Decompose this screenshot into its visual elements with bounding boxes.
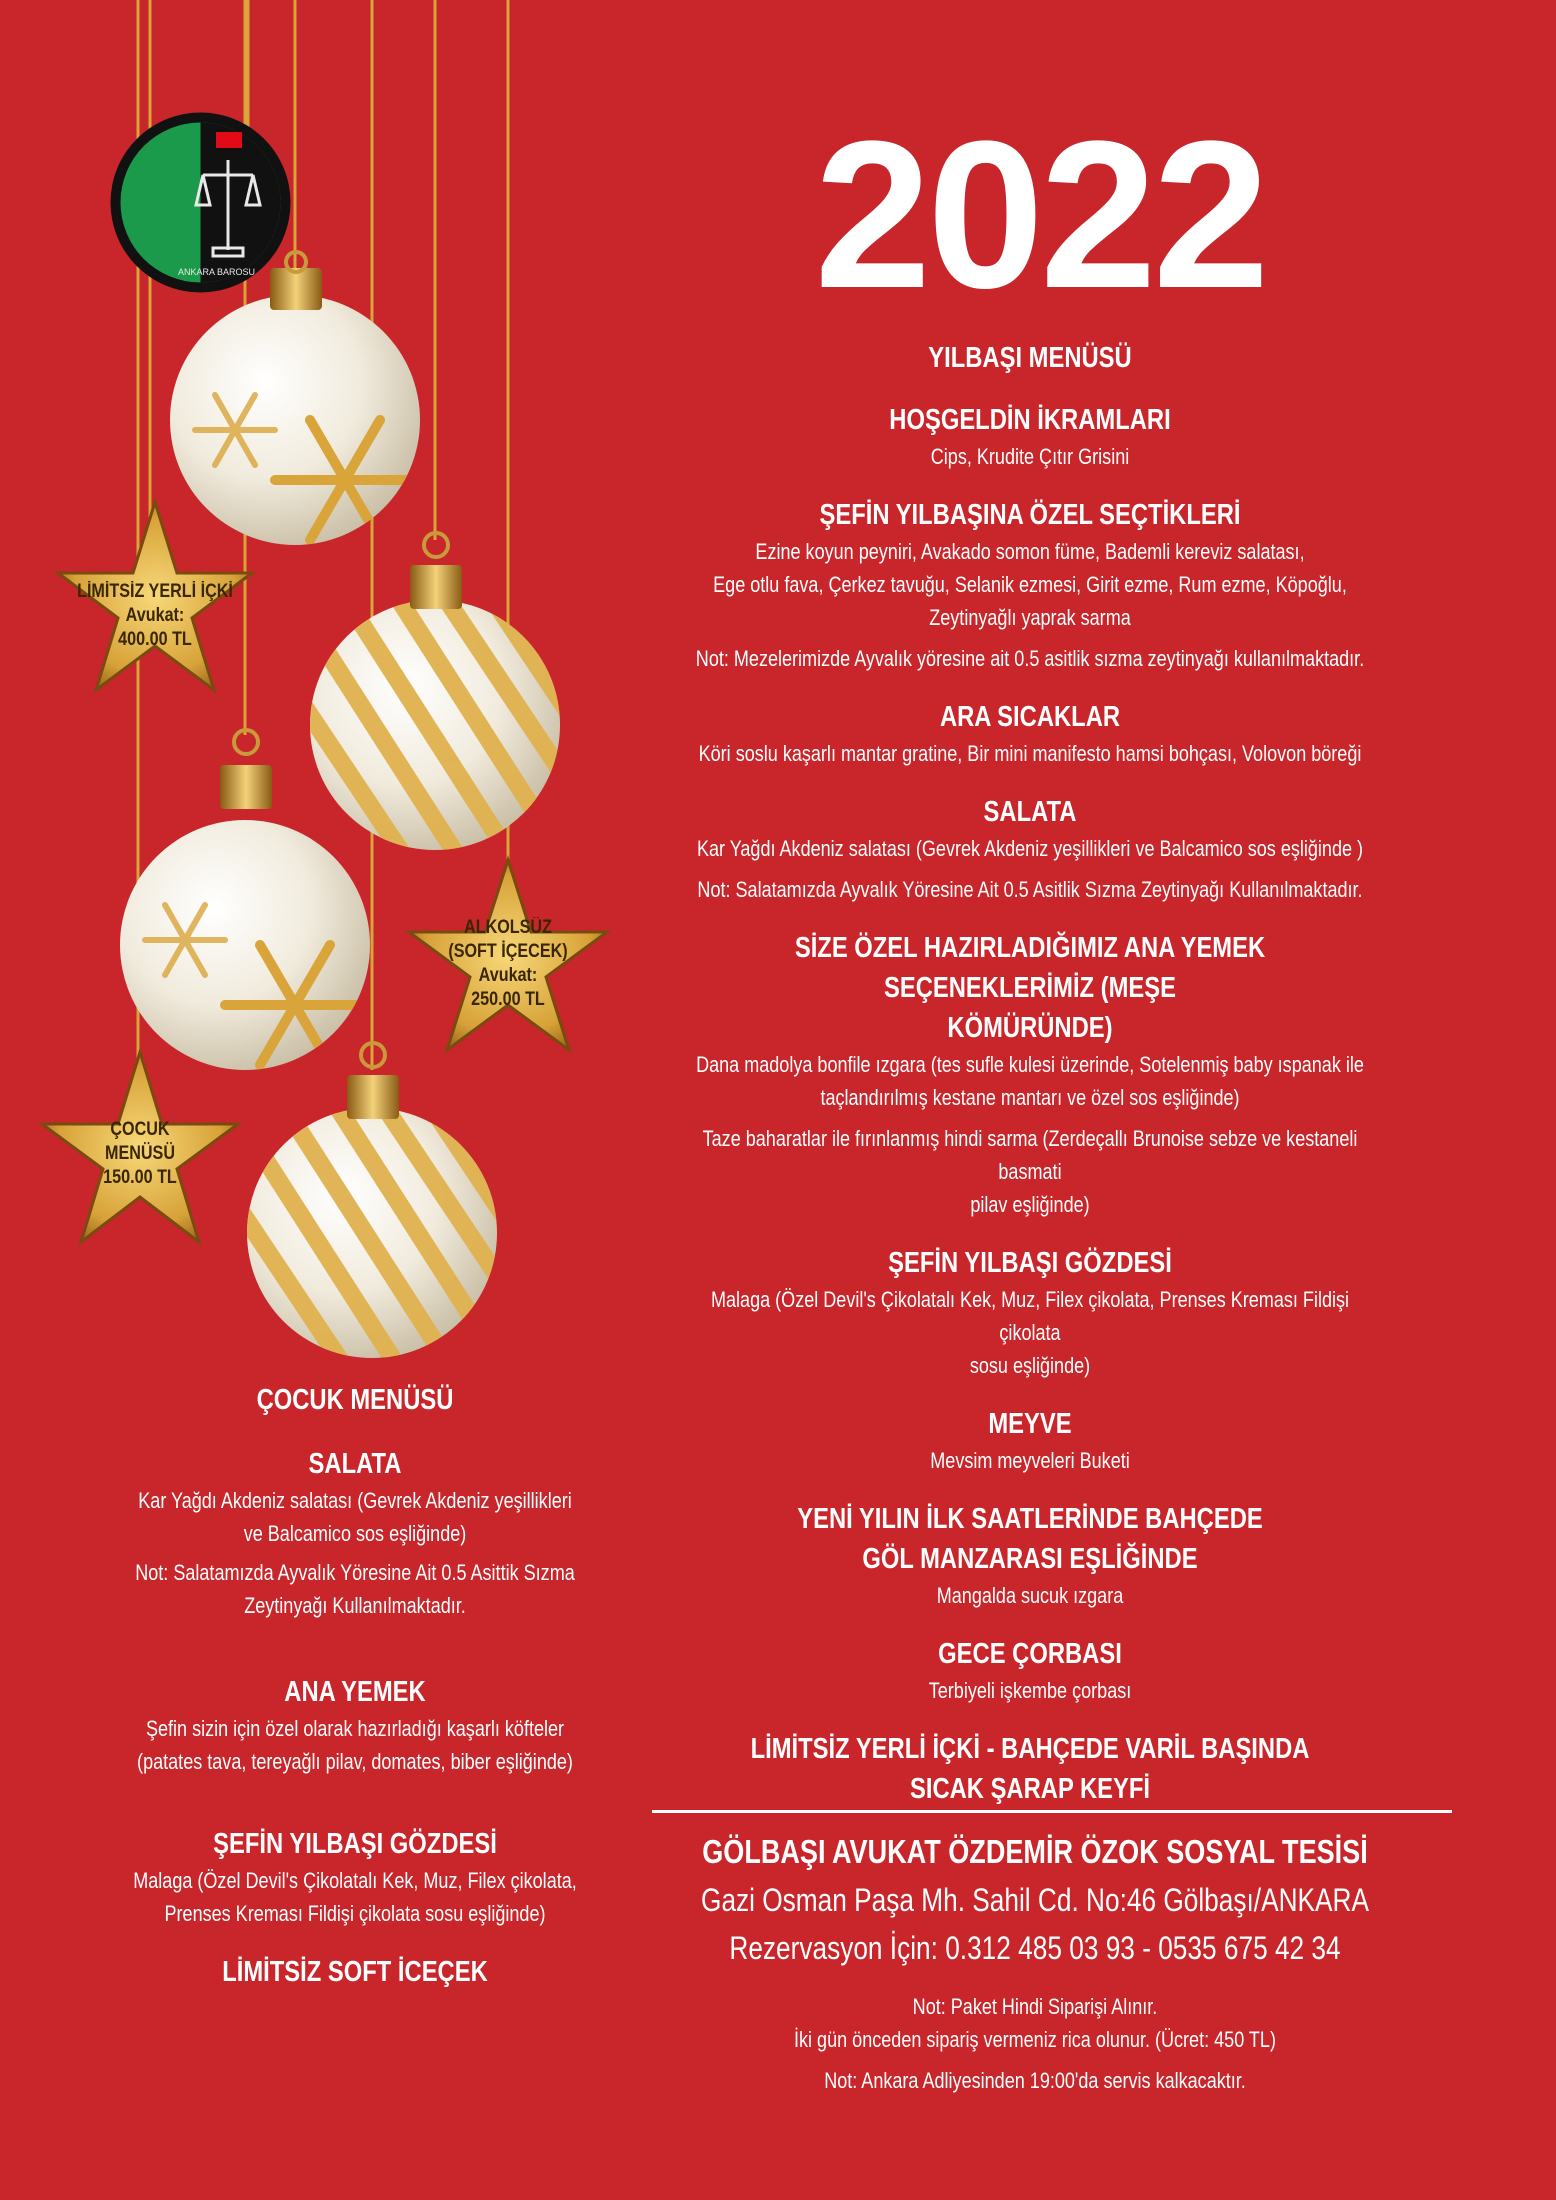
menu-note: Zeytinyağı Kullanılmaktadır. [244, 1593, 466, 1618]
reservation-phone: Rezervasyon İçin: 0.312 485 03 93 - 0535 675 42 34 [729, 1930, 1341, 1966]
year-title: 2022 [814, 97, 1266, 332]
section-heading-garden: YENİ YILIN İLK SAATLERİNDE BAHÇEDE [797, 1503, 1263, 1535]
kids-section-heading-drinks: LİMİTSİZ SOFT İCEÇEK [222, 1956, 488, 1988]
section-heading-garden-cont: GÖL MANZARASI EŞLİĞİNDE [862, 1543, 1198, 1575]
menu-item: Köri soslu kaşarlı mantar gratine, Bir mini manifesto hamsi bohçası, Volovon böreği [698, 741, 1362, 766]
menu-item: Ezine koyun peyniri, Avakado somon füme, Bademli kereviz salatası, [755, 539, 1305, 564]
footer-note: Not: Ankara Adliyesinden 19:00'da servis kalkacaktır. [824, 2068, 1246, 2093]
footer-note: Not: Paket Hindi Siparişi Alınır. [912, 1994, 1158, 2019]
section-heading-chef-select: ŞEFİN YILBAŞINA ÖZEL SEÇTİKLERİ [819, 499, 1241, 531]
menu-note: Not: Salatamızda Ayvalık Yöresine Ait 0.5 Asitlik Sızma Zeytinyağı Kullanılmaktadır. [697, 877, 1363, 902]
menu-item: Terbiyeli işkembe çorbası [928, 1678, 1132, 1703]
section-heading-main-course: SİZE ÖZEL HAZIRLADIĞIMIZ ANA YEMEK SEÇENEKLERİMİZ (MEŞE [794, 932, 1266, 1004]
section-heading-welcome: HOŞGELDİN İKRAMLARI [889, 404, 1171, 436]
menu-item: Prenses Kreması Fildişi çikolata sosu eşliğinde) [164, 1901, 546, 1926]
christmas-ornaments-decoration [0, 0, 700, 1400]
menu-title: YILBAŞI MENÜSÜ [928, 342, 1132, 374]
section-heading-hot: ARA SICAKLAR [939, 701, 1121, 733]
menu-item: Cips, Krudite Çıtır Grisini [930, 444, 1130, 469]
menu-item: (patates tava, tereyağlı pilav, domates, biber eşliğinde) [137, 1749, 573, 1774]
menu-item: Kar Yağdı Akdeniz salatası (Gevrek Akdeniz yeşillikleri ve Balcamico sos eşliğinde ) [696, 836, 1364, 861]
venue-info [620, 1830, 1450, 2097]
menu-item: Taze baharatlar ile fırınlanmış hindi sarma (Zerdeçallı Brunoise sebze ve kestaneli basmati [702, 1126, 1358, 1184]
kids-menu-title: ÇOCUK MENÜSÜ [256, 1384, 454, 1416]
footer-note: İki gün önceden sipariş vermeniz rica olunur. (Ücret: 450 TL) [794, 2027, 1276, 2052]
menu-item: pilav eşliğinde) [970, 1192, 1090, 1217]
menu-item: Dana madolya bonfile ızgara (tes sufle kulesi üzerinde, Sotelenmiş baby ıspanak ile [696, 1052, 1364, 1077]
menu-item: Ege otlu fava, Çerkez tavuğu, Selanik ezmesi, Girit ezme, Rum ezme, Köpoğlu, [713, 572, 1347, 597]
section-heading-drinks: LİMİTSİZ YERLİ İÇKİ - BAHÇEDE VARİL BAŞINDA [750, 1733, 1310, 1765]
main-menu [620, 338, 1440, 1809]
section-heading-fruit: MEYVE [988, 1408, 1072, 1440]
menu-item: Zeytinyağlı yaprak sarma [929, 605, 1131, 630]
menu-note: Not: Salatamızda Ayvalık Yöresine Ait 0.5 Asittik Sızma [135, 1560, 575, 1585]
bar-association-logo [108, 110, 293, 295]
kids-section-heading-main: ANA YEMEK [284, 1676, 426, 1708]
menu-item: Şefin sizin için özel olarak hazırladığı kaşarlı köfteler [145, 1716, 565, 1741]
section-heading-salad: SALATA [983, 796, 1077, 828]
section-heading-soup: GECE ÇORBASI [938, 1638, 1122, 1670]
divider [652, 1810, 1452, 1813]
star-label-soft-drink: ALKOLSÜZ (SOFT İÇECEK) Avukat: 250.00 TL [448, 917, 568, 1010]
menu-item: ve Balcamico sos eşliğinde) [243, 1521, 467, 1546]
logo-text: ANKARA BAROSU [178, 267, 256, 277]
venue-address: Gazi Osman Paşa Mh. Sahil Cd. No:46 Gölbaşı/ANKARA [701, 1882, 1369, 1918]
kids-section-heading-dessert: ŞEFİN YILBAŞI GÖZDESİ [213, 1828, 497, 1860]
menu-item: Malaga (Özel Devil's Çikolatalı Kek, Muz, Filex çikolata, Prenses Kreması Fildişi çikolata [710, 1287, 1350, 1345]
menu-item: Mangalda sucuk ızgara [936, 1583, 1124, 1608]
section-heading-drinks-cont: SICAK ŞARAP KEYFİ [909, 1773, 1151, 1805]
menu-item: Malaga (Özel Devil's Çikolatalı Kek, Muz, Filex çikolata, [133, 1868, 577, 1893]
kids-menu [60, 1380, 650, 1992]
kids-section-heading-salad: SALATA [308, 1448, 402, 1480]
section-heading-main-course-cont: KÖMÜRÜNDE) [947, 1012, 1113, 1044]
venue-name: GÖLBAŞI AVUKAT ÖZDEMİR ÖZOK SOSYAL TESİSİ [702, 1833, 1368, 1870]
menu-item: sosu eşliğinde) [969, 1353, 1091, 1378]
menu-item: taçlandırılmış kestane mantarı ve özel sos eşliğinde) [820, 1085, 1240, 1110]
section-heading-dessert: ŞEFİN YILBAŞI GÖZDESİ [888, 1247, 1172, 1279]
star-label-unlimited-drink: LİMİTSİZ YERLİ İÇKİ Avukat: 400.00 TL [77, 581, 233, 650]
menu-note: Not: Mezelerimizde Ayvalık yöresine ait 0.5 asitlik sızma zeytinyağı kullanılmaktadır. [695, 646, 1365, 671]
star-label-kids-menu: ÇOCUK MENÜSÜ 150.00 TL [103, 1119, 177, 1188]
menu-item: Kar Yağdı Akdeniz salatası (Gevrek Akdeniz yeşillikleri [138, 1488, 572, 1513]
menu-item: Mevsim meyveleri Buketi [930, 1448, 1130, 1473]
